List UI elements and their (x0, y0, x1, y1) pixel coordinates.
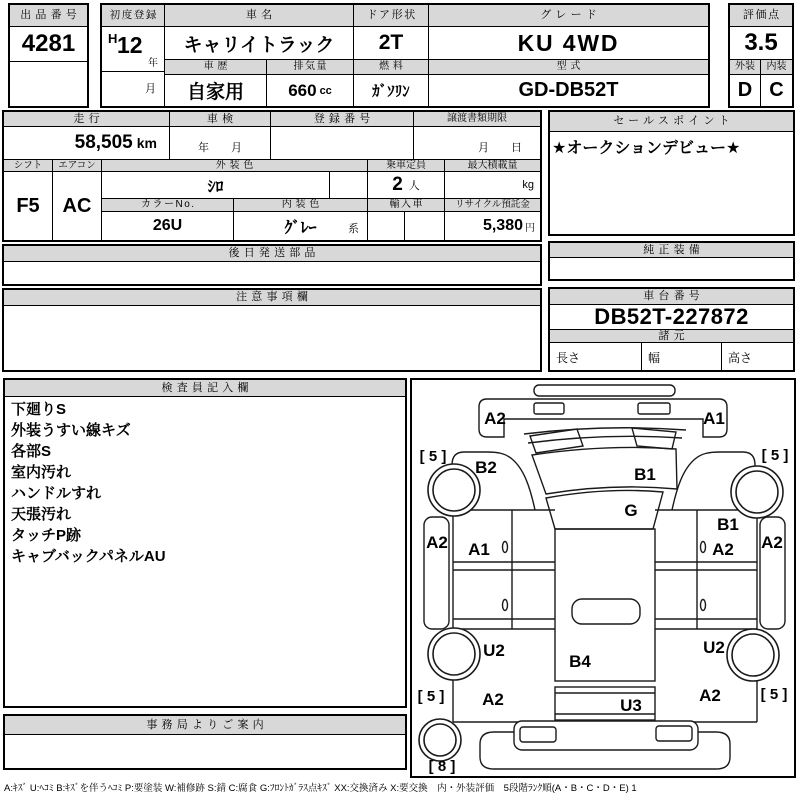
usage-box (2, 110, 542, 242)
front-panel (479, 399, 727, 437)
inspector-notes (5, 397, 405, 569)
door-handle-right-upper (701, 542, 706, 553)
mark-quarter-fr: B1 (717, 515, 739, 534)
capacity-unit: 人 (408, 180, 420, 192)
first-reg-value (102, 27, 164, 72)
grade-value: KU 4WD (517, 29, 620, 56)
inspector-note-line: タッチP跡 (11, 527, 82, 544)
reg-no-value (271, 127, 414, 159)
aircon-value: AC (62, 194, 92, 217)
transfer-label: 譲渡書類期限 (414, 112, 540, 126)
mark-sill-left: A2 (426, 533, 448, 552)
mark-tailgate: U3 (620, 696, 642, 715)
sales-point-label: セールスポイント (550, 112, 793, 132)
first-reg-month-unit: 月 (145, 83, 156, 95)
office-content (5, 735, 405, 768)
mark-spare: [ 8 ] (428, 758, 456, 775)
recycle-label: リサイクル預託金 (445, 199, 540, 211)
damage-diagram-box (410, 378, 796, 778)
inspector-note-line: 天張汚れ (11, 506, 72, 523)
capacity-value (368, 172, 445, 198)
displacement-value (267, 75, 354, 106)
color-no-value: 26U (102, 212, 234, 240)
inspection-label: 車検 (170, 112, 271, 126)
model-label: 型式 (429, 60, 708, 74)
wiper-right (632, 428, 676, 449)
capacity-number: 2 (392, 174, 403, 195)
auction-no-value: 4281 (10, 27, 87, 62)
car-name-value: キャリイトラック (165, 27, 354, 59)
int-color-suffix: 系 (348, 223, 359, 235)
mark-rear-wheel-right: U2 (703, 638, 725, 657)
headlight-left (534, 403, 564, 414)
mark-rear-quarter-left: A2 (482, 690, 504, 709)
mark-fr-corner: A1 (703, 409, 725, 428)
headlight-right (638, 403, 670, 414)
int-color-name: ｸﾞﾚｰ (284, 219, 317, 237)
doors-value: 2T (354, 27, 429, 59)
interior-label: 内装 (761, 60, 792, 74)
first-reg-year: 12 (117, 32, 143, 58)
door-handle-left-upper (503, 542, 508, 553)
genuine-equip-label: 純正装備 (550, 243, 793, 258)
genuine-equip-box (548, 241, 795, 281)
cautions-content (4, 306, 540, 370)
car-name-label: 車名 (165, 5, 354, 26)
capacity-label: 乗車定員 (368, 160, 445, 171)
chassis-label: 車台番号 (550, 289, 793, 305)
first-reg-label: 初度登録 (102, 5, 164, 27)
mark-tire-fl: [ 5 ] (419, 448, 447, 465)
interior-value: C (769, 79, 784, 101)
mark-door-left: A1 (468, 540, 490, 559)
mark-bed: B4 (569, 652, 591, 671)
cowl (546, 490, 663, 529)
shift-label: シフト (4, 160, 52, 172)
inspector-note-line: ハンドルすれ (11, 485, 102, 502)
mileage-number: 58,505 (74, 132, 133, 153)
cautions-label: 注意事項欄 (4, 290, 540, 306)
imported-cell-2 (405, 212, 445, 240)
body-color-value: ｼﾛ (102, 172, 330, 198)
later-parts-content (4, 262, 540, 284)
recycle-number: 5,380 (482, 217, 523, 234)
spec-width-label: 幅 (642, 343, 722, 370)
office-label: 事務局よりご案内 (5, 716, 405, 735)
int-color-label: 内装色 (234, 199, 368, 211)
wheel-front-left-inner (433, 469, 475, 511)
shift-value: F5 (16, 194, 40, 217)
max-load-label: 最大積載量 (445, 160, 540, 171)
transfer-value: 月 日 (478, 142, 522, 154)
cautions-box (2, 288, 542, 372)
wheel-rear-left-inner (433, 633, 475, 675)
mark-fl-corner: A2 (484, 409, 506, 428)
inspector-label: 検査員記入欄 (5, 380, 405, 397)
imported-label: 輸入車 (368, 199, 445, 211)
office-box (3, 714, 407, 770)
mark-glass: G (624, 501, 638, 520)
score-box (728, 3, 794, 108)
history-label: 車歴 (165, 60, 267, 74)
inspector-note-line: 各部S (11, 443, 52, 460)
inspector-note-line: 外装うすい線キズ (11, 422, 131, 439)
max-load-value: kg (522, 179, 534, 191)
imported-cell-1 (368, 212, 405, 240)
mark-rear-quarter-right: A2 (699, 686, 721, 705)
mark-rear-wheel-left: U2 (483, 641, 505, 660)
roof-edge-inner (528, 436, 682, 443)
doors-label: ドア形状 (354, 5, 429, 26)
chassis-box (548, 287, 795, 372)
wheel-front-right-inner (736, 471, 778, 513)
mark-sill-right: A2 (761, 533, 783, 552)
displacement-unit: cc (319, 84, 332, 97)
mark-tire-rr: [ 5 ] (760, 686, 788, 703)
color-no-label: カラーNo. (102, 199, 234, 211)
wheel-rear-right-inner (732, 634, 774, 676)
first-reg-year-unit: 年 (148, 58, 158, 69)
vehicle-main-box (100, 3, 710, 108)
mark-windshield: B1 (634, 465, 656, 484)
spec-height-label: 高さ (728, 351, 753, 365)
chassis-value: DB52T-227872 (550, 305, 793, 330)
inspector-note-line: 下廻りS (11, 401, 67, 418)
spare-wheel-inner (424, 724, 456, 756)
history-value: 自家用 (165, 75, 267, 106)
inspector-box (3, 378, 407, 708)
auction-no-label: 出品番号 (10, 5, 87, 27)
body-color-extra-cell (330, 172, 368, 198)
auction-no-empty-cell (10, 62, 87, 106)
model-value: GD-DB52T (518, 79, 619, 101)
first-reg-era: H (108, 31, 118, 46)
sales-point-value: ★オークションデビュー★ (552, 140, 741, 157)
aircon-label: エアコン (53, 160, 101, 172)
displacement-label: 排気量 (267, 60, 354, 74)
fuel-value: ｶﾞｿﾘﾝ (354, 75, 429, 106)
score-label: 評価点 (730, 5, 792, 27)
body-color-label: 外装色 (102, 160, 368, 171)
cab-rear-hatch (572, 599, 640, 624)
auction-no-box (8, 3, 89, 108)
score-value: 3.5 (730, 27, 792, 60)
genuine-equip-content (550, 258, 793, 279)
spec-label: 諸元 (550, 330, 793, 343)
mark-tire-rl: [ 5 ] (417, 688, 445, 705)
mileage-value (4, 127, 170, 159)
int-color-value (234, 212, 368, 240)
truck-top-view-diagram (412, 380, 794, 776)
damage-code-legend: A:ｷｽﾞ U:ﾍｺﾐ B:ｷｽﾞを伴うﾍｺﾐ P:要塗装 W:補修跡 S:錆 C:腐食 G:ﾌﾛﾝﾄｶﾞﾗｽ点ｷｽﾞ XX:交換済み X:要交換 内・外装評価 5段階ﾗﾝｸ順(A・B・C・D・E) 1 (4, 783, 637, 794)
first-reg-month-cell (102, 72, 164, 106)
exterior-label: 外装 (730, 60, 761, 74)
recycle-value (445, 212, 540, 240)
mileage-label: 走行 (4, 112, 170, 126)
inspector-note-line: 室内汚れ (11, 464, 72, 481)
reg-no-label: 登録番号 (271, 112, 414, 126)
inspection-value: 年 月 (170, 127, 271, 159)
door-handle-left-lower (503, 600, 508, 611)
mileage-unit: km (136, 135, 157, 151)
recycle-unit: 円 (525, 222, 535, 234)
spec-length-label: 長さ (550, 343, 642, 370)
mark-fender-fl: B2 (475, 458, 497, 477)
mark-door-right: A2 (712, 540, 734, 559)
inspector-note-line: キャブバックパネルAU (11, 548, 166, 565)
mark-tire-fr: [ 5 ] (761, 447, 789, 464)
displacement-number: 660 (288, 80, 317, 100)
later-parts-box (2, 244, 542, 286)
fuel-label: 燃料 (354, 60, 429, 74)
door-handle-right-lower (701, 600, 706, 611)
sales-point-box (548, 110, 795, 236)
later-parts-label: 後日発送部品 (4, 246, 540, 262)
front-bumper (534, 385, 675, 396)
grade-label: グレード (429, 5, 708, 26)
exterior-value: D (730, 75, 761, 106)
